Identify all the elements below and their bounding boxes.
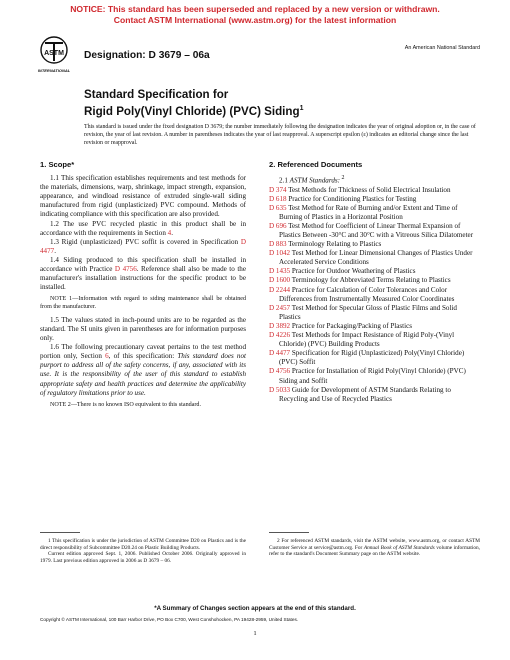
right-column	[269, 160, 480, 404]
reference-code-link[interactable]: D 1600	[269, 276, 291, 285]
astm-standards-subheading: 2.1 ASTM Standards: $^2$	[279, 175, 345, 185]
reference-code-link[interactable]: D 4226	[269, 331, 291, 340]
note-2: NOTE 2—There is no known ISO equivalent to this standard.	[50, 401, 201, 408]
section-4-link[interactable]: 4	[167, 228, 172, 237]
reference-code-link[interactable]: D 4477	[269, 349, 291, 358]
reference-list	[269, 186, 480, 404]
reference-code-link[interactable]: D 2244	[269, 285, 291, 294]
left-column	[40, 160, 246, 410]
reference-item: D 635 Test Method for Rate of Burning and/or Extent and Time of Burning of Plastics in a Horizontal Position	[269, 203, 458, 221]
section-6-link[interactable]: 6	[105, 352, 109, 361]
reference-code-link[interactable]: D 883	[269, 240, 287, 249]
reference-item: D 4226 Test Methods for Impact Resistance of Rigid Poly-(Vinyl Chloride) (PVC) Building Products	[269, 331, 455, 349]
para-1-1: 1.1 This specification establishes requirements and test methods for the materials, dimensions, warp, shrinkage, impact strength, expansion, appearance, and windload resistance of extruded single-wall siding manufactured from rigid (unplasticized) PVC compound. Methods of indicating compliance with this specification are also provided.	[40, 174, 246, 219]
d4477-link[interactable]: D 4477	[40, 237, 246, 255]
para-1-5: 1.5 The values stated in inch-pound units are to be regarded as the standard. The SI units given in parentheses are for information purposes only.	[40, 315, 246, 343]
reference-code-link[interactable]: D 635	[269, 203, 287, 212]
reference-code-link[interactable]: D 1042	[269, 249, 291, 258]
notice-line-2: Contact ASTM International (www.astm.org) for the latest information	[113, 15, 397, 25]
document-title	[84, 88, 303, 118]
reference-item: D 2244 Practice for Calculation of Color Tolerances and Color Differences from Instrumentally Measured Color Coordinates	[269, 285, 455, 303]
copyright-line: Copyright © ASTM International, 100 Barr Harbor Drive, PO Box C700, West Conshohocken, PA 19428-2959, United States.	[40, 617, 299, 622]
reference-item: D 1435 Practice for Outdoor Weathering of Plastics	[269, 267, 416, 276]
title-line-1: Standard Specification for	[84, 88, 229, 101]
reference-item: D 696 Test Method for Coefficient of Linear Thermal Expansion of Plastics Between -30°C and 30°C with a Vitreous Silica Dilatometer	[269, 221, 474, 240]
reference-item: D 5033 Guide for Development of ASTM Standards Relating to Recycling and Use of Recycled Plastics	[269, 385, 451, 403]
reference-code-link[interactable]: D 1435	[269, 267, 291, 276]
para-1-3: 1.3 Rigid (unplasticized) PVC soffit is covered in Specification D 4477.	[40, 237, 246, 255]
note-1: NOTE 1—Information with regard to siding maintenance shall be obtained from the manufacturer.	[40, 296, 246, 311]
para-1-4: 1.4 Siding produced to this specification shall be installed in accordance with Practice D 4756. Reference shall also be made to the manufacturer's installation instructions for the specific product to be installed.	[40, 255, 247, 292]
logo-text: ASTM	[44, 50, 64, 57]
designation: Designation: D 3679 – 06a	[84, 50, 210, 61]
reference-code-link[interactable]: D 618	[269, 194, 287, 203]
footnote-rule-right	[269, 532, 309, 533]
footnote-1: 1 This specification is under the jurisdiction of ASTM Committee D20 on Plastics and is the direct responsibility of Subcommittee D20.24 on Plastic Building Products. Current edition approved Sept. 1, 2006. Published October 2006. Originally approved in 1979. Last previous edition approved in 2006 as D 3679 – 06.	[40, 538, 246, 565]
title-line-2: Rigid Poly(Vinyl Chloride) (PVC) Siding$^1$	[84, 104, 304, 118]
reference-item: D 2457 Test Method for Specular Gloss of Plastic Films and Solid Plastics	[269, 303, 457, 321]
reference-item: D 374 Test Methods for Thickness of Solid Electrical Insulation	[269, 185, 451, 194]
reference-code-link[interactable]: D 4756	[269, 367, 291, 376]
national-standard-label: An American National Standard	[404, 45, 480, 51]
reference-code-link[interactable]: D 3892	[269, 321, 291, 330]
reference-item: D 4477 Specification for Rigid (Unplasticized) Poly(Vinyl Chloride) (PVC) Soffit	[269, 349, 465, 367]
reference-code-link[interactable]: D 696	[269, 221, 287, 230]
footnote-rule-left	[40, 532, 80, 533]
reference-item: D 3892 Practice for Packaging/Packing of Plastics	[269, 321, 413, 330]
scope-heading: 1. Scope*	[40, 160, 75, 169]
page-number: 1	[253, 630, 257, 637]
reference-code-link[interactable]: D 2457	[269, 303, 291, 312]
para-1-2: 1.2 The use PVC recycled plastic in this product shall be in accordance with the requirements in Section 4.	[40, 219, 246, 237]
supersede-notice	[0, 4, 510, 26]
reference-item: D 1042 Test Method for Linear Dimensional Changes of Plastics Under Accelerated Service Conditions	[269, 249, 473, 267]
references-heading: 2. Referenced Documents	[269, 160, 363, 169]
reference-item: D 883 Terminology Relating to Plastics	[269, 240, 382, 249]
d4756-link[interactable]: D 4756	[114, 265, 137, 274]
footnote-2: 2 For referenced ASTM standards, visit the ASTM website, www.astm.org, or contact ASTM Customer Service at service@astm.org. For Annual Book of ASTM Standards volume information, refer to the standard's Document Summary page on the ASTM website.	[269, 538, 480, 558]
reference-item: D 1600 Terminology for Abbreviated Terms Relating to Plastics	[269, 276, 451, 285]
notice-line-1: NOTICE: This standard has been superseded and replaced by a new version or withdrawn.	[70, 4, 440, 14]
reference-item: D 618 Practice for Conditioning Plastics for Testing	[269, 194, 417, 203]
reference-code-link[interactable]: D 5033	[269, 385, 291, 394]
reference-item: D 4756 Practice for Installation of Rigid Poly(Vinyl Chloride) (PVC) Siding and Soffit	[269, 367, 466, 385]
summary-of-changes-note: *A Summary of Changes section appears at the end of this standard.	[154, 605, 356, 612]
logo-subtext: INTERNATIONAL	[37, 68, 71, 73]
reference-code-link[interactable]: D 374	[269, 185, 287, 194]
issued-statement: This standard is issued under the fixed designation D 3679; the number immediately following the designation indicates the year of original adoption or, in the case of revision, the year of last revision. A number in parentheses indicates the year of last reapproval. A superscript epsilon (ε) indicates an editorial change since the last revision or reapproval.	[84, 124, 476, 146]
astm-logo	[37, 36, 71, 76]
para-1-6: 1.6 The following precautionary caveat pertains to the test method portion only, Section 6, of this specification: This standard does not purport to address all of the safety concerns, if any, associated with its use. It is the responsibility of the user of this standard to establish appropriate safety and health practices and determine the applicability of regulatory limitations prior to use.	[40, 343, 247, 397]
